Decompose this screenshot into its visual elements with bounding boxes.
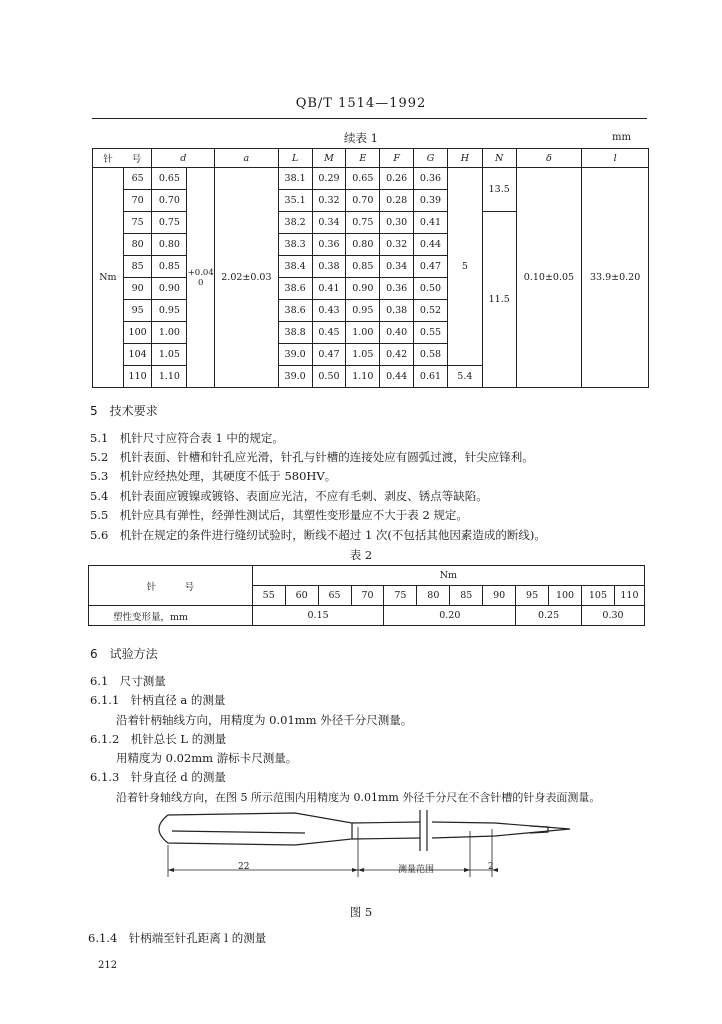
t1-N-bottom: 11.5 bbox=[482, 212, 516, 388]
t1-M: 0.32 bbox=[312, 190, 346, 212]
table1 bbox=[92, 148, 649, 388]
t1-head-H: H bbox=[447, 149, 482, 168]
t1-d: 0.90 bbox=[152, 278, 187, 300]
t1-G: 0.44 bbox=[414, 234, 448, 256]
t1-G: 0.39 bbox=[414, 190, 448, 212]
figure5-needle bbox=[120, 805, 590, 895]
t1-L: 38.2 bbox=[278, 212, 312, 234]
clause-5-2: 5.2 机针表面、针槽和针孔应光滑，针孔与针槽的连接处应有圆弧过渡，针尖应锋利。 bbox=[90, 450, 534, 464]
t1-E: 0.85 bbox=[346, 256, 380, 278]
t1-M: 0.43 bbox=[312, 300, 346, 322]
t1-no: 70 bbox=[123, 190, 152, 212]
t1-G: 0.36 bbox=[414, 168, 448, 190]
clause-6-1-3: 6.1.3 针身直径 d 的测量 bbox=[90, 770, 226, 784]
t1-G: 0.50 bbox=[414, 278, 448, 300]
t1-no: 104 bbox=[123, 344, 152, 366]
needle-blade bbox=[352, 822, 420, 839]
t1-G: 0.52 bbox=[414, 300, 448, 322]
t2-number: 90 bbox=[483, 586, 516, 606]
t1-E: 0.75 bbox=[346, 212, 380, 234]
t1-d: 0.65 bbox=[152, 168, 187, 190]
table2-caption: 表 2 bbox=[349, 548, 373, 562]
page-header: QB/T 1514—1992 bbox=[295, 96, 427, 111]
t1-F: 0.38 bbox=[380, 300, 414, 322]
t1-F: 0.34 bbox=[380, 256, 414, 278]
table1-unit: mm bbox=[612, 132, 631, 143]
t1-E: 0.90 bbox=[346, 278, 380, 300]
t1-E: 0.70 bbox=[346, 190, 380, 212]
t2-number: 85 bbox=[450, 586, 483, 606]
fig5-dim-range: 测量范围 bbox=[398, 865, 435, 875]
t1-M: 0.47 bbox=[312, 344, 346, 366]
t1-E: 1.10 bbox=[346, 366, 380, 388]
t2-number: 75 bbox=[384, 586, 417, 606]
t2-number: 95 bbox=[516, 586, 549, 606]
clause-6-1-3-text: 沿着针身轴线方向，在图 5 所示范围内用精度为 0.01mm 外径千分尺在不含针槽的针身表面测量。 bbox=[116, 791, 601, 804]
t1-G: 0.58 bbox=[414, 344, 448, 366]
t1-M: 0.45 bbox=[312, 322, 346, 344]
t1-F: 0.26 bbox=[380, 168, 414, 190]
t1-G: 0.41 bbox=[414, 212, 448, 234]
t2-deform-2: 0.20 bbox=[384, 606, 516, 626]
t1-head-l: l bbox=[582, 149, 649, 168]
t1-a: 2.02±0.03 bbox=[215, 168, 279, 388]
t1-head-F: F bbox=[380, 149, 414, 168]
section6-title: 6 试验方法 bbox=[90, 647, 158, 661]
t1-L: 38.3 bbox=[278, 234, 312, 256]
t1-head-N: N bbox=[482, 149, 516, 168]
t1-head-L: L bbox=[278, 149, 312, 168]
t1-head-no: 针 号 bbox=[93, 149, 152, 168]
t1-M: 0.29 bbox=[312, 168, 346, 190]
t1-d: 0.85 bbox=[152, 256, 187, 278]
fig5-dim-22: 22 bbox=[238, 862, 250, 872]
clause-6-1-4: 6.1.4 针柄端至针孔距离 l 的测量 bbox=[88, 931, 267, 945]
t1-E: 1.05 bbox=[346, 344, 380, 366]
table2 bbox=[88, 565, 645, 626]
t2-number: 110 bbox=[614, 586, 644, 606]
t1-d: 0.70 bbox=[152, 190, 187, 212]
t2-number: 55 bbox=[252, 586, 285, 606]
table1-row bbox=[93, 168, 649, 190]
t1-L: 35.1 bbox=[278, 190, 312, 212]
t1-E: 1.00 bbox=[346, 322, 380, 344]
t1-F: 0.44 bbox=[380, 366, 414, 388]
t1-L: 38.6 bbox=[278, 278, 312, 300]
clause-5-6: 5.6 机针在规定的条件进行缝纫试验时，断线不超过 1 次(不包括其他因素造成的断线)。 bbox=[90, 528, 546, 542]
t2-head-no: 针 号 bbox=[89, 566, 253, 606]
t2-number: 105 bbox=[582, 586, 615, 606]
t1-no: 90 bbox=[123, 278, 152, 300]
clause-5-5: 5.5 机针应具有弹性，经弹性测试后，其塑性变形量应不大于表 2 规定。 bbox=[90, 508, 468, 522]
t1-G: 0.55 bbox=[414, 322, 448, 344]
page-number: 212 bbox=[98, 960, 118, 971]
t2-head-group: Nm bbox=[252, 566, 644, 586]
t1-E: 0.65 bbox=[346, 168, 380, 190]
t1-G: 0.47 bbox=[414, 256, 448, 278]
t1-M: 0.41 bbox=[312, 278, 346, 300]
t1-no: 85 bbox=[123, 256, 152, 278]
t1-F: 0.42 bbox=[380, 344, 414, 366]
t1-head-delta: δ bbox=[516, 149, 582, 168]
t1-delta: 0.10±0.05 bbox=[516, 168, 582, 388]
fig5-dim-2: 2 bbox=[488, 862, 494, 872]
t2-number: 60 bbox=[285, 586, 318, 606]
t1-E: 0.80 bbox=[346, 234, 380, 256]
t1-d: 0.95 bbox=[152, 300, 187, 322]
t2-number: 100 bbox=[549, 586, 582, 606]
t1-head-G: G bbox=[414, 149, 448, 168]
t1-G: 0.61 bbox=[414, 366, 448, 388]
clause-5-1: 5.1 机针尺寸应符合表 1 中的规定。 bbox=[90, 431, 284, 445]
t1-L: 38.6 bbox=[278, 300, 312, 322]
t1-d: 1.10 bbox=[152, 366, 187, 388]
t2-deform-label: 塑性变形量，mm bbox=[89, 606, 253, 626]
t1-L: 39.0 bbox=[278, 344, 312, 366]
t1-L: 38.8 bbox=[278, 322, 312, 344]
t1-L: 38.1 bbox=[278, 168, 312, 190]
t1-M: 0.34 bbox=[312, 212, 346, 234]
figure5-caption: 图 5 bbox=[349, 905, 373, 919]
t1-d: 0.75 bbox=[152, 212, 187, 234]
clause-6-1-1-text: 沿着针柄轴线方向，用精度为 0.01mm 外径千分尺测量。 bbox=[116, 713, 413, 727]
t1-head-M: M bbox=[312, 149, 346, 168]
t1-group-label: Nm bbox=[93, 168, 124, 388]
t1-no: 75 bbox=[123, 212, 152, 234]
t2-number: 70 bbox=[351, 586, 384, 606]
t1-L: 38.4 bbox=[278, 256, 312, 278]
t1-F: 0.32 bbox=[380, 234, 414, 256]
clause-6-1: 6.1 尺寸测量 bbox=[90, 674, 166, 688]
t1-d: 1.05 bbox=[152, 344, 187, 366]
t1-no: 80 bbox=[123, 234, 152, 256]
t2-deform-3: 0.25 bbox=[516, 606, 582, 626]
t1-E: 0.95 bbox=[346, 300, 380, 322]
t2-number: 80 bbox=[417, 586, 450, 606]
t2-number: 65 bbox=[318, 586, 351, 606]
clause-5-3: 5.3 机针应经热处理，其硬度不低于 580HV。 bbox=[90, 469, 337, 483]
t1-d: 0.80 bbox=[152, 234, 187, 256]
t1-d-tol: +0.04 0 bbox=[187, 168, 215, 388]
t1-no: 65 bbox=[123, 168, 152, 190]
t1-head-E: E bbox=[346, 149, 380, 168]
t1-l: 33.9±0.20 bbox=[582, 168, 649, 388]
clause-6-1-2: 6.1.2 机针总长 L 的测量 bbox=[90, 732, 227, 746]
needle-shank bbox=[159, 813, 352, 845]
clause-6-1-1: 6.1.1 针柄直径 a 的测量 bbox=[90, 693, 226, 707]
t1-no: 95 bbox=[123, 300, 152, 322]
t2-deform-1: 0.15 bbox=[252, 606, 384, 626]
table1-caption: 续表 1 bbox=[344, 131, 378, 145]
t1-no: 110 bbox=[123, 366, 152, 388]
t1-M: 0.36 bbox=[312, 234, 346, 256]
t1-L: 39.0 bbox=[278, 366, 312, 388]
t1-H: 5 bbox=[447, 168, 482, 366]
t1-F: 0.36 bbox=[380, 278, 414, 300]
t1-F: 0.40 bbox=[380, 322, 414, 344]
t1-M: 0.38 bbox=[312, 256, 346, 278]
t1-d: 1.00 bbox=[152, 322, 187, 344]
header-rule bbox=[92, 118, 647, 119]
section5-title: 5 技术要求 bbox=[90, 404, 158, 418]
t1-head-d: d bbox=[152, 149, 215, 168]
t1-F: 0.28 bbox=[380, 190, 414, 212]
clause-6-1-2-text: 用精度为 0.02mm 游标卡尺测量。 bbox=[116, 751, 298, 765]
t1-N-top: 13.5 bbox=[482, 168, 516, 212]
clause-5-4: 5.4 机针表面应镀镍或镀铬、表面应光洁，不应有毛刺、剥皮、锈点等缺陷。 bbox=[90, 489, 488, 503]
t1-head-a: a bbox=[215, 149, 279, 168]
t1-F: 0.30 bbox=[380, 212, 414, 234]
t2-deform-4: 0.30 bbox=[582, 606, 645, 626]
t1-M: 0.50 bbox=[312, 366, 346, 388]
t1-H-last: 5.4 bbox=[447, 366, 482, 388]
t1-no: 100 bbox=[123, 322, 152, 344]
